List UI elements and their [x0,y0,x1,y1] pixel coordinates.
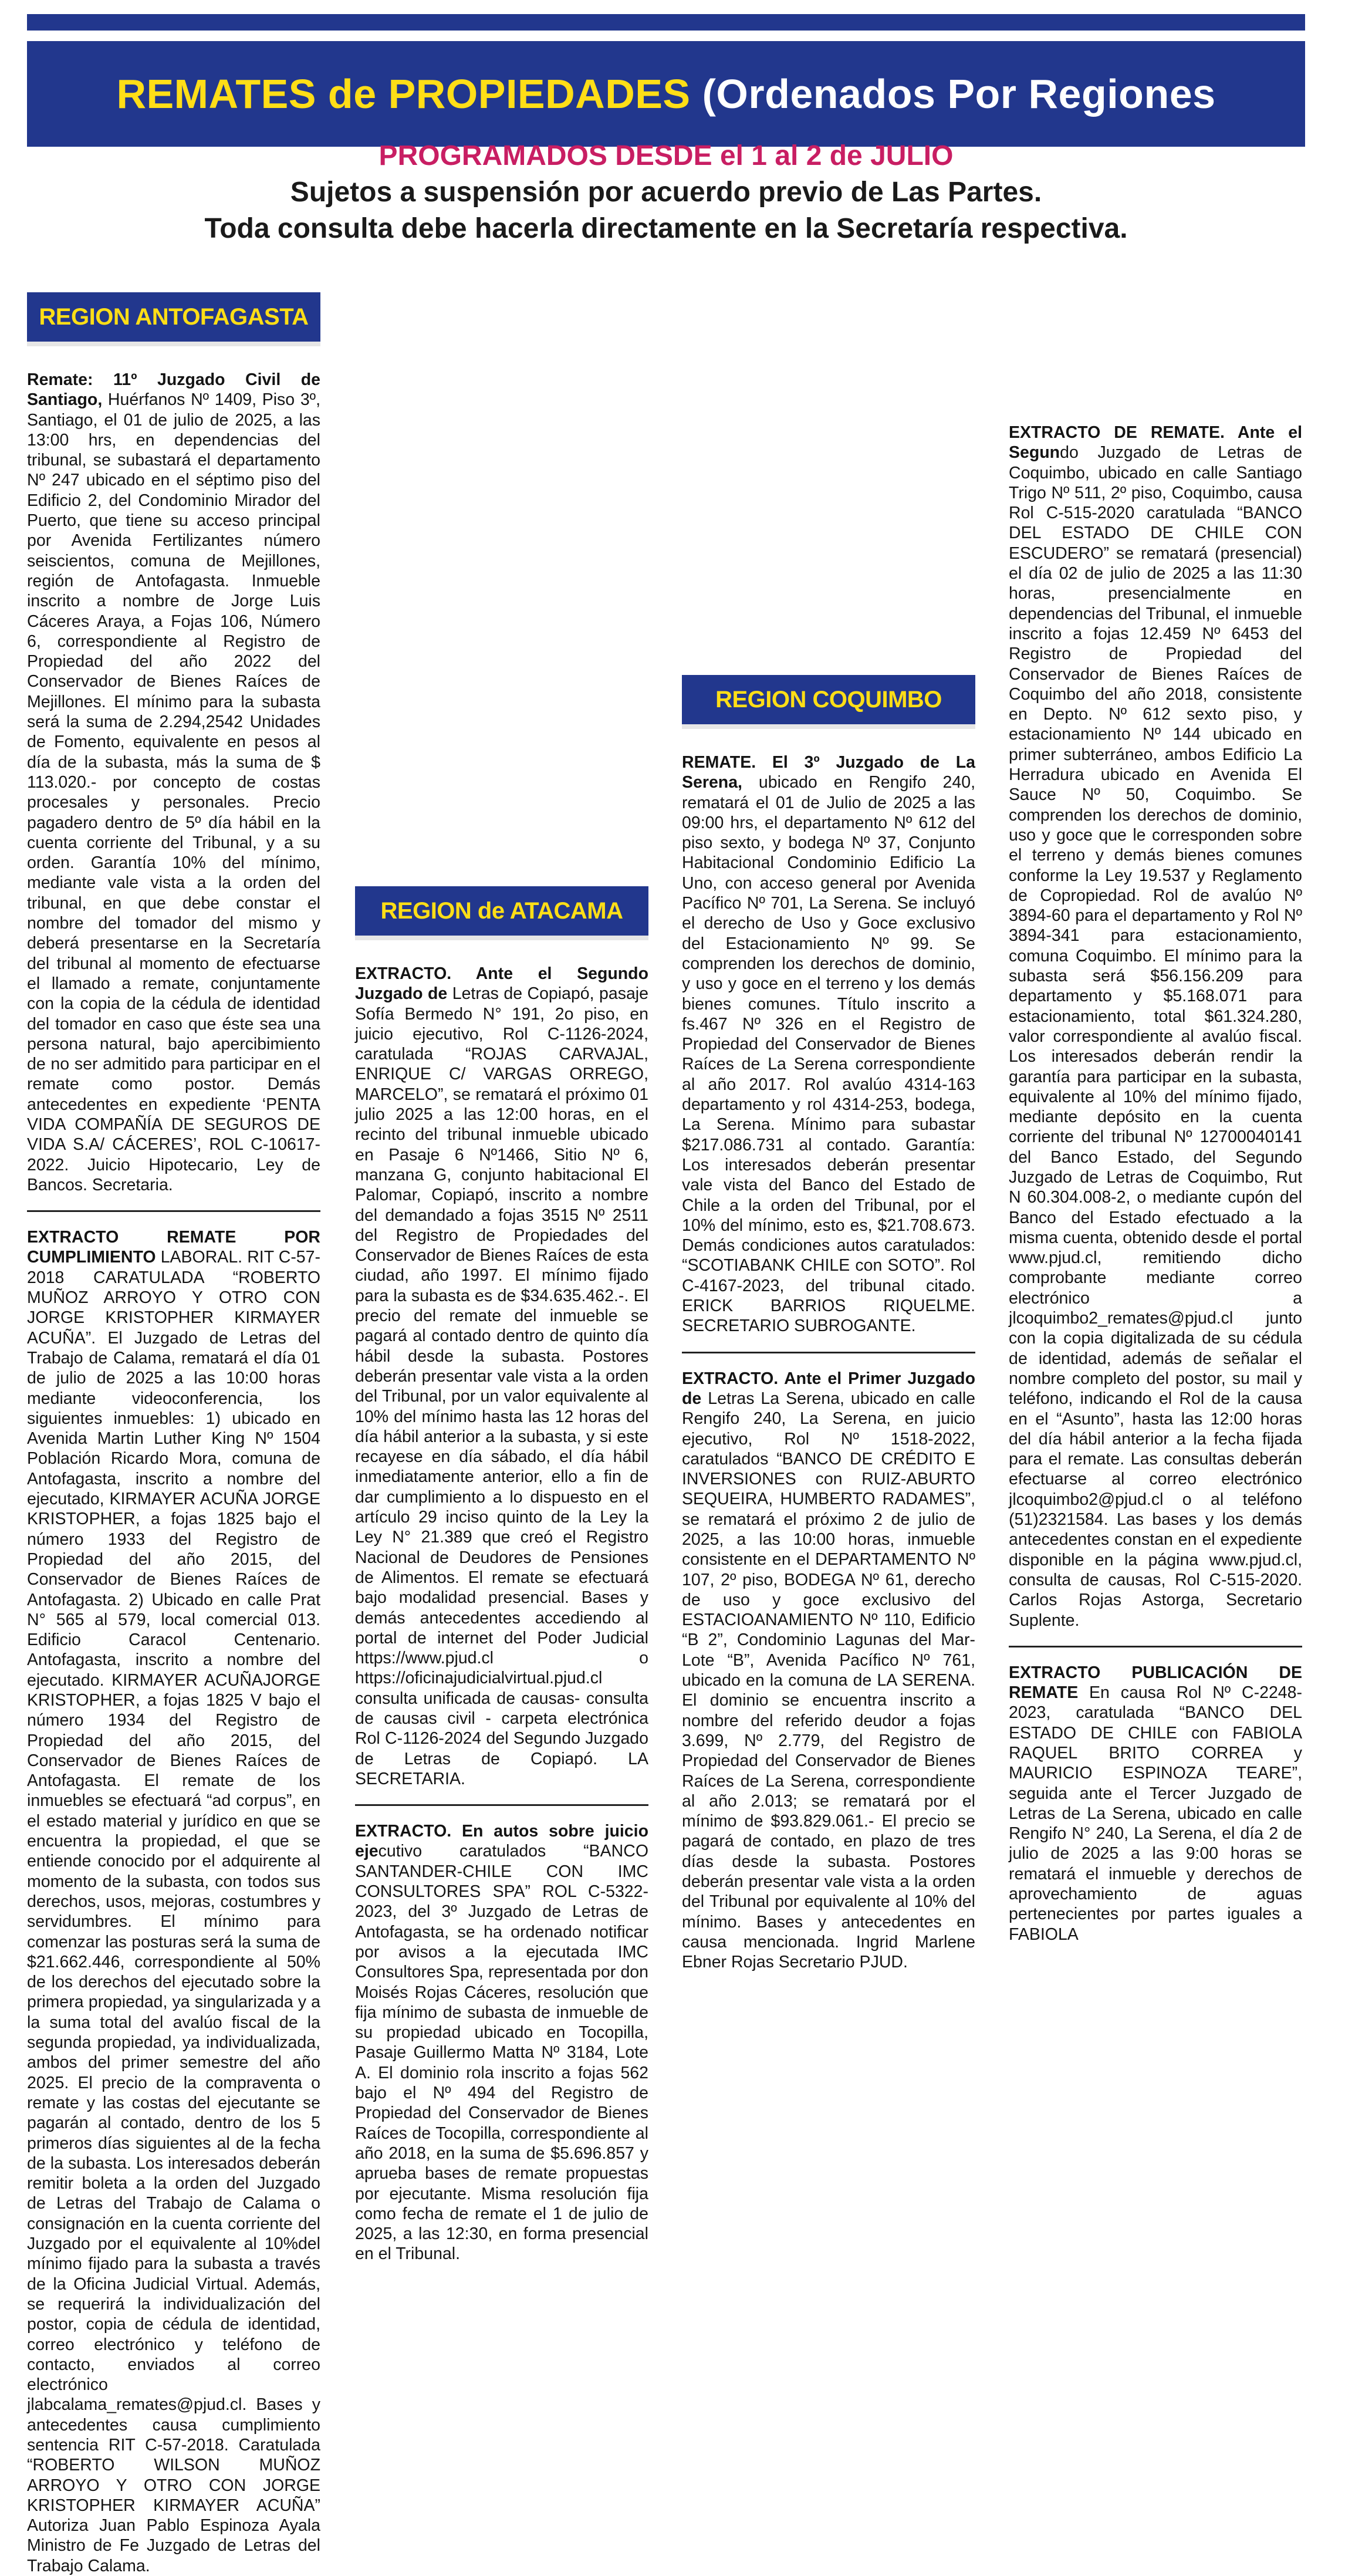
top-rule [27,14,1305,31]
notice-extracto-primer-juzgado-la-serena [682,1369,975,1973]
notice-body: cutivo caratulados “BANCO SANTANDER-CHILE CON IMC CONSULTORES SPA” ROL C-5322-2023, del 3º Juzgado de Letras de Antofagasta, se ha ordenado notificar por avisos a la ejecutada IMC Consultores Spa, representada por don Moisés Rojas Cáceres, resolución que fija mínimo de subasta de inmueble de su propiedad ubicado en Tocopilla, Pasaje Guillermo Matta Nº 3184, Lote A. El dominio rola inscrito a fojas 562 bajo el Nº 494 del Registro de Propiedad del Conservador de Bienes Raíces de Tocopilla, correspondiente al año 2018, en la suma de $5.696.857 y aprueba bases de remate propuestas por ejecutante. Misma resolución fija como fecha de remate el 1 de julio de 2025, a las 12:30, en forma presencial en el Tribunal. [355,1842,648,2264]
notice-remate-3-juzgado-la-serena [682,752,975,1336]
subheading-consulta: Toda consulta debe hacerla directamente en la Secretaría respectiva. [204,213,1128,244]
region-header-coquimbo: REGION COQUIMBO [682,675,975,729]
notice-extracto-segundo-juzgado-copiapo [355,964,648,1789]
title-main: REMATES de PROPIEDADES [116,71,691,117]
region-header-atacama: REGION de ATACAMA [355,886,648,940]
notice-lead: REMATE. El 3º Juzgado de La Serena, [682,753,975,792]
notice-body: LABORAL. RIT C-57-2018 CARATULADA “ROBERTO MUÑOZ ARROYO Y OTRO CON JORGE KRISTOPHER KIRMAYER ACUÑA”. El Juzgado de Letras del Trabajo de Calama, rematará el día 01 de julio de 2025 a las 10:00 horas mediante videoconferencia, los siguientes inmuebles: 1) ubicado en Avenida Martin Luther King Nº 1504 Población Ricardo Mora, comuna de Antofagasta, inscrito a nombre del ejecutado, KIRMAYER ACUÑA JORGE KRISTOPHER, a fojas 1825 bajo el número 1933 del Registro de Propiedad del año 2015, del Conservador de Bienes Raíces de Antofagasta. 2) Ubicado en calle Prat N° 565 al 579, local comercial 013. Edificio Caracol Centenario. Antofagasta, inscrito a nombre del ejecutado. KIRMAYER ACUÑAJORGE KRISTOPHER, a fojas 1825 V bajo el número 1934 del Registro de Propiedad del año 2015, del Conservador de Bienes Raíces de Antofagasta. El remate de los inmuebles se efectuará “ad corpus”, en el estado material y jurídico en que se encuentra la propiedad, el que se entiende conocido por el adquirente al momento de la subasta, con todos sus derechos, usos, mejoras, costumbres y servidumbres. El mínimo para comenzar las posturas será la suma de $21.662.446, correspondiente al 50% de los derechos del ejecutado sobre la primera propiedad, ya singularizada y a la suma total del avalúo fiscal de la segunda propiedad, ya individualizada, ambos del primer semestre del año 2025. El precio de la compraventa o remate y las costas del ejecutante se pagarán al contado, dentro de los 5 primeros días siguientes al de la fecha de la subasta. Los interesados deberán remitir boleta a la orden del Juzgado de Letras del Trabajo de Calama o consignación en la cuenta corriente del Juzgado por el equivalente al 10%del mínimo fijado para la subasta a través de la Oficina Judicial Virtual. Además, se requerirá la individualización del postor, copia de cédula de identidad, correo electrónico y teléfono de contacto, enviados al correo electrónico jlabcalama_remates@pjud.cl. Bases y antecedentes causa cumplimiento sentencia RIT C-57-2018. Caratulada “ROBERTO WILSON MUÑOZ ARROYO Y OTRO CON JORGE KRISTOPHER KIRMAYER ACUÑA” Autoriza Juan Pablo Espinoza Ayala Ministro de Fe Juzgado de Letras del Trabajo Calama. [27,1248,320,2575]
notice-extracto-publicacion-remate [1009,1663,1302,1944]
region-header-antofagasta: REGION ANTOFAGASTA [27,292,320,346]
notice-lead: EXTRACTO. En autos sobre juicio eje [355,1822,648,1861]
title-sub: (Ordenados Por Regiones [702,71,1216,117]
column-2 [355,288,648,2264]
notice-lead: EXTRACTO. Ante el Primer Juzgado de [682,1369,975,1408]
programados-heading: PROGRAMADOS DESDE el 1 al 2 de JULIO [379,140,954,171]
page-title [116,70,1215,117]
notice-body: En causa Rol Nº C-2248-2023, caratulada “BANCO DEL ESTADO DE CHILE con FABIOLA RAQUEL BRITO CORREA y MAURICIO ESPINOZA TEARE”, seguida ante el Tercer Juzgado de Letras de La Serena, ubicado en calle Rengifo N° 240, La Serena, el día 2 de julio de 2025 a las 9:00 horas se rematará el inmueble y derechos de aprovechamiento de aguas pertenecientes por partes iguales a FABIOLA [1009,1683,1302,1944]
notice-lead: EXTRACTO DE REMATE. Ante el Segun [1009,423,1302,462]
notice-lead: EXTRACTO REMATE POR CUMPLIMIENTO [27,1228,320,1267]
notice-body: do Juzgado de Letras de Coquimbo, ubicado en calle Santiago Trigo Nº 511, 2º piso, Coquimbo, causa Rol C-515-2020 caratulada “BANCO DEL ESTADO DE CHILE CON ESCUDERO” se rematará (presencial) el día 02 de julio de 2025 a las 11:30 horas, presencialmente en dependencias del Tribunal, el inmueble inscrito a fojas 12.459 Nº 6453 del Registro de Propiedad del Conservador de Bienes Raíces de Coquimbo del año 2018, consistente en Depto. Nº 612 sexto piso, y estacionamiento Nº 144 ubicado en primer subterráneo, ambos Edificio La Herradura ubicado en Avenida El Sauce Nº 50, Coquimbo. Se comprenden los derechos de dominio, uso y goce que le corresponden sobre el terreno y demás bienes comunes conforme la Ley 19.537 y Reglamento de Copropiedad. Rol de avalúo Nº 3894-60 para el departamento y Rol Nº 3894-341 para estacionamiento, comuna Coquimbo. El mínimo para la subasta será $56.156.209 para departamento y $5.168.071 para estacionamiento, total $61.324.280, valor correspondiente al avalúo fiscal. Los interesados deberán rendir la garantía para participar en la subasta, equivalente al 10% del mínimo fijado, mediante depósito en la cuenta corriente del tribunal Nº 12700040141 del Banco Estado, del Segundo Juzgado de Letras de Coquimbo, Rut N 60.304.008-2, o mediante cupón del Banco del Estado efectuado a la misma cuenta, obtenido desde el portal www.pjud.cl, remitiendo dicho comprobante mediante correo electrónico a jlcoquimbo2_remates@pjud.cl junto con la copia digitalizada de su cédula de identidad, además de señalar el nombre completo del postor, su mail y teléfono, indicando el Rol de la causa en el “Asunto”, hasta las 12:00 horas del día hábil anterior a la fecha fijada para el remate. Las consultas deberán efectuarse al correo electrónico jlcoquimbo2@pjud.cl o al teléfono (51)2321584. Las bases y los demás antecedentes constan en el expediente disponible en la página www.pjud.cl, consulta de causas, Rol C-515-2020. Carlos Rojas Astorga, Secretario Suplente. [1009,443,1302,1630]
notice-extracto-juicio-ejecutivo [355,1821,648,2264]
column-1 [27,288,320,2575]
notice-lead: EXTRACTO. Ante el Segundo Juzgado de [355,964,648,1004]
notice-remate-11-civil-santiago [27,370,320,1195]
notice-lead: EXTRACTO PUBLICACIÓN DE REMATE [1009,1663,1302,1703]
header-banner [27,41,1305,147]
column-2-flow [355,886,648,2459]
divider [1009,1646,1302,1647]
notice-body: Letras de Copiapó, pasaje Sofía Bermedo N° 191, 2o piso, en juicio ejecutivo, Rol C-1126-2024, caratulada “ROJAS CARVAJAL, ENRIQUE C/ VARGAS ORREGO, MARCELO”, se rematará el próximo 01 julio 2025 a las 12:00 horas, en el recinto del tribunal inmueble ubicado en Pasaje 6 Nº1466, Sitio Nº 6, manzana G, conjunto habitacional El Palomar, Copiapó, inscrito a nombre del demandado a fojas 3515 Nº 2511 del Registro de Propiedades del Conservador de Bienes Raíces de esta ciudad, año 1997. El mínimo fijado para la subasta es de $34.635.462.-. El precio del remate del inmueble se pagará al contado dentro de quinto día hábil desde la subasta. Postores deberán presentar vale vista a la orden del Tribunal, por un valor equivalente al 10% del mínimo hasta las 12 horas del día hábil anterior a la subasta, y si este recayese en día sábado, el día hábil inmediatamente anterior, ello a fin de dar cumplimiento a lo dispuesto en el artículo 29 inciso quinto de la Ley la Ley N° 21.389 que creó el Registro Nacional de Deudores de Pensiones de Alimentos. El remate se efectuará bajo modalidad presencial. Bases y demás antecedentes accediendo al portal de internet del Poder Judicial https://www.pjud.cl o https://oficinajudicialvirtual.pjud.cl consulta unificada de causas- consulta de causas civil - carpeta electrónica Rol C-1126-2024 del Segundo Juzgado de Letras de Copiapó. LA SECRETARIA. [355,984,648,1788]
column-4 [1009,288,1302,1944]
divider [682,1352,975,1353]
notice-lead: Remate: 11º Juzgado Civil de Santiago, [27,370,320,410]
divider [27,1210,320,1212]
notice-body: Huérfanos Nº 1409, Piso 3º, Santiago, el 01 de julio de 2025, a las 13:00 hrs, en dependencias del tribunal, se subastará el departamento Nº 247 ubicado en el séptimo piso del Edificio 2, del Condominio Mirador del Puerto, que tiene su acceso principal por Avenida Fertilizantes número seiscientos, comuna de Mejillones, región de Antofagasta. Inmueble inscrito a nombre de Jorge Luis Cáceres Araya, a Fojas 106, Número 6, correspondiente al Registro de Propiedad del año 2022 del Conservador de Bienes Raíces de Mejillones. El mínimo para la subasta será la suma de 2.294,2542 Unidades de Fomento, equivalente en pesos al día de la subasta, más la suma de $ 113.020.- por concepto de costas procesales y personales. Precio pagadero dentro de 5º día hábil en la cuenta corriente del Tribunal, y a su orden. Garantía 10% del mínimo, mediante vale vista a la orden del tribunal, en que debe constar el nombre del tomador del mismo y deberá presentarse en la Secretaría del tribunal al momento de efectuarse el llamado a remate, conjuntamente con la copia de la cédula de identidad del tomador en caso que éste sea una persona natural, bajo apercibimiento de no ser admitido para participar en el remate como postor. Demás antecedentes en expediente ‘PENTA VIDA COMPAÑÍA DE SEGUROS DE VIDA S.A/ CÁCERES’, ROL C-10617-2022. Juicio Hipotecario, Ley de Bancos. Secretaria. [27,390,320,1194]
notice-body: Letras La Serena, ubicado en calle Rengifo 240, La Serena, en juicio ejecutivo, Rol Nº 1518-2022, caratulados “BANCO DE CRÉDITO E INVERSIONES con RUIZ-ABURTO SEQUEIRA, HUMBERTO RADAMES”, se rematará el próximo 2 de julio de 2025, a las 10:00 horas, inmueble consistente en el DEPARTAMENTO Nº 107, 2º piso, BODEGA Nº 61, derecho de uso y goce exclusivo del ESTACIOANAMIENTO Nº 110, Edificio “B 2”, Condominio Lagunas del Mar-Lote “B”, Avenida Pacífico Nº 761, ubicado en la comuna de LA SERENA. El dominio se encuentra inscrito a nombre del referido deudor a fojas 3.699, Nº 2.779, del Registro de Propiedad del Conservador de Bienes Raíces de La Serena, correspondiente al año 2.013; se rematará por el mínimo de $93.829.061.- El precio se pagará de contado, en plazo de tres días desde la subasta. Postores deberán presentar vale vista a la orden del Tribunal por equivalente al 10% del mínimo. Bases y antecedentes en causa mencionada. Ingrid Marlene Ebner Rojas Secretario PJUD. [682,1389,975,1972]
notice-extracto-cumplimiento-laboral [27,1227,320,2576]
divider [355,1804,648,1806]
notice-body: ubicado en Rengifo 240, rematará el 01 de Julio de 2025 a las 09:00 hrs, el departamento Nº 612 del piso sexto, y bodega Nº 37, Conjunto Habitacional Condominio Edificio La Uno, con acceso general por Avenida Pacífico Nº 701, La Serena. Se incluyó el derecho de Uso y Goce exclusivo del Estacionamiento Nº 99. Se comprenden los derechos de dominio, y uso y goce en el terreno y los demás bienes comunes. Título inscrito a fs.467 Nº 326 en el Registro de Propiedad del Conservador de Bienes Raíces de La Serena correspondiente al año 2017. Rol avalúo 4314-163 departamento y rol 4314-253, bodega, La Serena. Mínimo para subastar $217.086.731 al contado. Garantía: Los interesados deberán presentar vale vista del Banco del Estado de Chile a la orden del Tribunal, por el 10% del mínimo, esto es, $21.708.673. Demás condiciones autos caratulados: “SCOTIABANK CHILE con SOTO”. Rol C-4167-2023, del tribunal citado. ERICK BARRIOS RIQUELME. SECRETARIO SUBROGANTE. [682,773,975,1336]
subheading-suspension: Sujetos a suspensión por acuerdo previo de Las Partes. [290,177,1042,208]
column-3 [682,288,975,1972]
notice-extracto-remate-coquimbo [1009,423,1302,1630]
